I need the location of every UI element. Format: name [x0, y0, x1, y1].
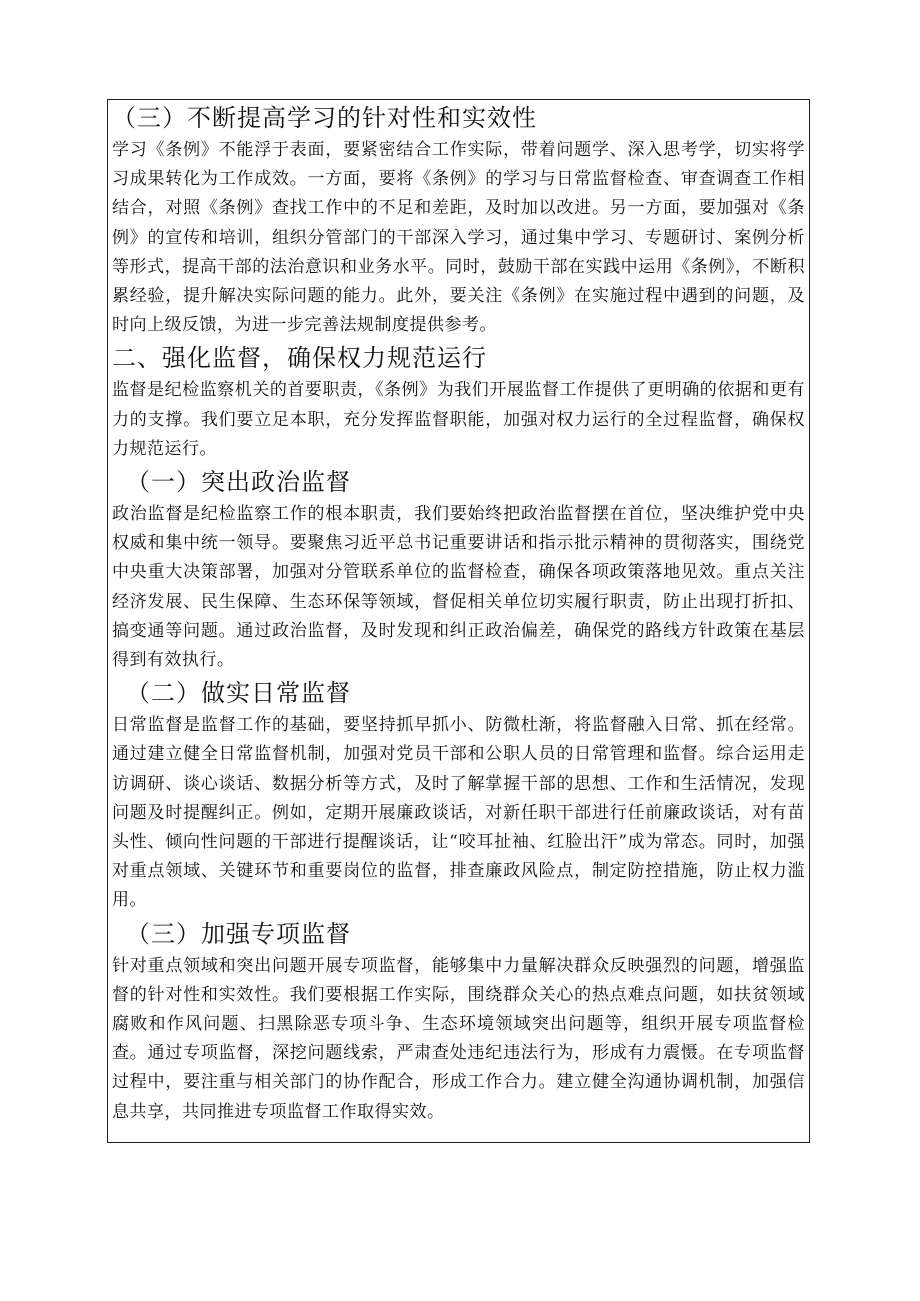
section-body-learning-effectiveness: 学习《条例》不能浮于表面，要紧密结合工作实际，带着问题学、深入思考学，切实将学习成果转化为工作成效。一方面，要将《条例》的学习与日常监督检查、审查调查工作相结合，对照《条例》查找工作中的不足和差距，及时加以改进。另一方面，要加强对《条例》的宣传和培训，组织分管部门的干部深入学习，通过集中学习、专题研讨、案例分析等形式，提高干部的法治意识和业务水平。同时，鼓励干部在实践中运用《条例》，不断积累经验，提升解决实际问题的能力。此外，要关注《条例》在实施过程中遇到的问题，及时向上级反馈，为进一步完善法规制度提供参考。 [112, 140, 805, 336]
section-heading-daily-supervision: （二）做实日常监督 [126, 679, 351, 708]
section-heading-learning-effectiveness: （三）不断提高学习的针对性和实效性 [112, 104, 537, 132]
section-body-daily-supervision: 日常监督是监督工作的基础，要坚持抓早抓小、防微杜渐，将监督融入日常、抓在经常。通过建立健全日常监督机制，加强对党员干部和公职人员的日常管理和监督。综合运用走访调研、谈心谈话、数据分析等方式，及时了解掌握干部的思想、工作和生活情况，发现问题及时提醒纠正。例如，定期开展廉政谈话，对新任职干部进行任前廉政谈话，对有苗头性、倾向性问题的干部进行提醒谈话，让“咬耳扯袖、红脸出汗”成为常态。同时，加强对重点领域、关键环节和重要岗位的监督，排查廉政风险点，制定防控措施，防止权力滥用。 [112, 715, 805, 911]
document-frame [107, 99, 810, 1143]
section-body-strengthen-supervision: 监督是纪检监察机关的首要职责，《条例》为我们开展监督工作提供了更明确的依据和更有力的支撑。我们要立足本职，充分发挥监督职能，加强对权力运行的全过程监督，确保权力规范运行。 [112, 380, 805, 459]
section-body-political-supervision: 政治监督是纪检监察工作的根本职责，我们要始终把政治监督摆在首位，坚决维护党中央权威和集中统一领导。要聚焦习近平总书记重要讲话和指示批示精神的贯彻落实，围绕党中央重大决策部署，加强对分管联系单位的监督检查，确保各项政策落地见效。重点关注经济发展、民生保障、生态环保等领域，督促相关单位切实履行职责，防止出现打折扣、搞变通等问题。通过政治监督，及时发现和纠正政治偏差，确保党的路线方针政策在基层得到有效执行。 [112, 504, 805, 671]
section-heading-special-supervision: （三）加强专项监督 [126, 919, 351, 948]
section-heading-political-supervision: （一）突出政治监督 [126, 468, 351, 497]
section-heading-strengthen-supervision: 二、强化监督，确保权力规范运行 [112, 344, 487, 373]
section-body-special-supervision: 针对重点领域和突出问题开展专项监督，能够集中力量解决群众反映强烈的问题，增强监督的针对性和实效性。我们要根据工作实际，围绕群众关心的热点难点问题，如扶贫领域腐败和作风问题、扫黑除恶专项斗争、生态环境领域突出问题等，组织开展专项监督检查。通过专项监督，深挖问题线索，严肃查处违纪违法行为，形成有力震慑。在专项监督过程中，要注重与相关部门的协作配合，形成工作合力。建立健全沟通协调机制，加强信息共享，共同推进专项监督工作取得实效。 [112, 955, 805, 1122]
